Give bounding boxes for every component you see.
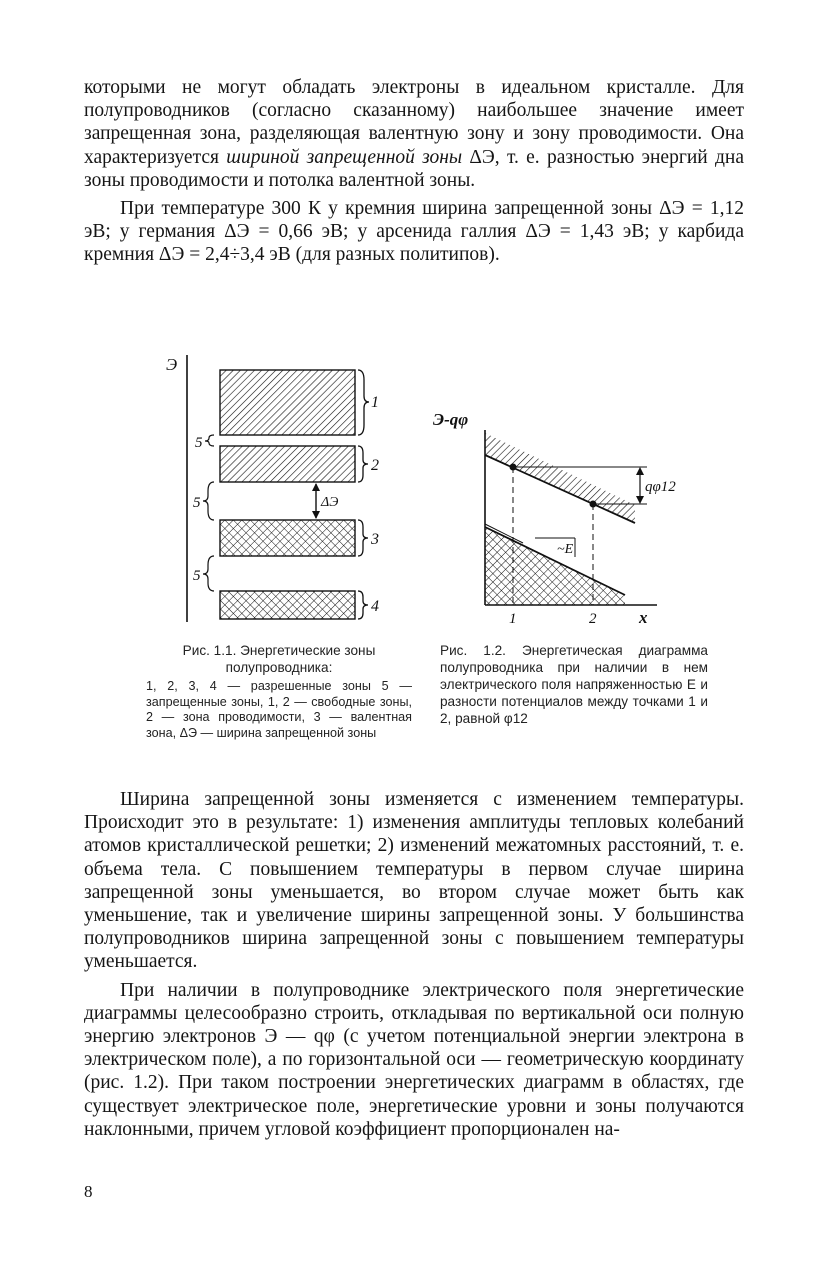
valence-band-fill <box>485 527 625 605</box>
emphasis-term: шириной запрещенной зоны <box>226 146 463 168</box>
x-point-label-2: 2 <box>589 611 597 627</box>
figure-2-caption-text: Рис. 1.2. Энергетическая диаграмма полупроводника при наличии в нем электрического поля напряженностью E и разности потенциалов между точками 1 и 2, равной φ12 <box>440 643 708 726</box>
band-1 <box>220 370 355 435</box>
band-label-4: 4 <box>371 598 379 615</box>
potential-arrow-head-up <box>636 467 644 475</box>
figure-1-caption-body: 1, 2, 3, 4 — разрешенные зоны 5 — запрещенные зоны, 1, 2 — свободные зоны, 2 — зона проводимости, 3 — валентная зона, ΔЭ — ширина запрещенной зоны <box>146 679 412 740</box>
brace-gap-2 <box>203 482 214 520</box>
energy-axis-label: Э <box>166 355 178 374</box>
brace-band-3 <box>358 520 368 556</box>
paragraph-text: которыми не могут обладать электроны в идеальном кристалле. Для полупроводников (согласно сказанному) наибольшее значение имеет запрещенная зона, разделяющая валентную зону и зону проводимости. Она характеризуется <box>84 77 744 168</box>
paragraph-text: ΔЭ, т. е. разностью энергий дна зоны проводимости и потолка валентной зоны. <box>84 146 744 191</box>
paragraph-temperature-dependence: Ширина запрещенной зоны изменяется с изменением температуры. Происходит это в результате: 1) изменения амплитуды тепловых колебаний атомов кристаллической решетки; 2) изменений межатомных расстояний, т. е. объема тела. С повышением температуры в первом случае ширина запрещенной зоны уменьшается, во втором случае может быть как уменьшение, так и увеличение ширины запрещенной зоны. У большинства полупроводников ширина запрещенной зоны с повышением температуры уменьшается. <box>84 789 744 973</box>
band-3 <box>220 520 355 556</box>
band-2 <box>220 446 355 482</box>
brace-gap-1 <box>205 435 214 446</box>
figure-1-caption-title: Рис. 1.1. Энергетические зоны полупроводника: <box>182 643 376 675</box>
paragraph-band-gap-values: При температуре 300 К у кремния ширина запрещенной зоны ΔЭ = 1,12 эВ; у германия ΔЭ = 0,66 эВ; у арсенида галлия ΔЭ = 1,43 эВ; у карбида кремния ΔЭ = 2,4÷3,4 эВ (для разных политипов). <box>84 198 744 266</box>
band-label-1: 1 <box>371 394 379 411</box>
figure-energy-diagram-field <box>425 395 685 635</box>
band-label-3: 3 <box>371 531 379 548</box>
brace-band-1 <box>358 370 369 435</box>
page-number: 8 <box>84 1182 93 1201</box>
potential-arrow-head-down <box>636 496 644 504</box>
y-axis-label: Э-qφ <box>433 410 469 429</box>
band-4 <box>220 591 355 619</box>
figure-1-caption <box>146 642 412 741</box>
field-label: ~E <box>557 542 574 557</box>
x-point-label-1: 1 <box>509 611 517 627</box>
x-axis-label: x <box>639 608 648 627</box>
potential-label: qφ12 <box>645 479 676 495</box>
brace-gap-3 <box>203 556 214 591</box>
delta-label: ΔЭ <box>321 495 339 510</box>
paragraph-electric-field: При наличии в полупроводнике электрического поля энергетические диаграммы целесообразно строить, откладывая по вертикальной оси полную энергию электронов Э — qφ (с учетом потенциальной энергии электрона в электрическом поле), а по горизонтальной оси — геометрическую координату (рис. 1.2). При таком построении энергетических диаграмм в областях, где существует электрическое поле, энергетические уровни и зоны получаются наклонными, причем угловой коэффициент пропорционален на- <box>84 979 744 1140</box>
figure-2-caption <box>440 642 708 727</box>
conduction-band-edge <box>485 455 635 523</box>
bottom-text <box>84 788 744 1141</box>
brace-band-4 <box>358 591 368 619</box>
paragraph-band-gap-definition <box>84 76 744 192</box>
conduction-band-fill <box>485 433 635 523</box>
delta-arrow-head-up <box>312 483 320 491</box>
gap-label-3: 5 <box>193 568 201 584</box>
delta-arrow-head-down <box>312 511 320 519</box>
gap-label-1: 5 <box>195 435 203 451</box>
figure-energy-bands <box>140 350 400 635</box>
top-text <box>84 76 744 267</box>
band-label-2: 2 <box>371 457 379 474</box>
gap-label-2: 5 <box>193 495 201 511</box>
brace-band-2 <box>358 446 368 482</box>
